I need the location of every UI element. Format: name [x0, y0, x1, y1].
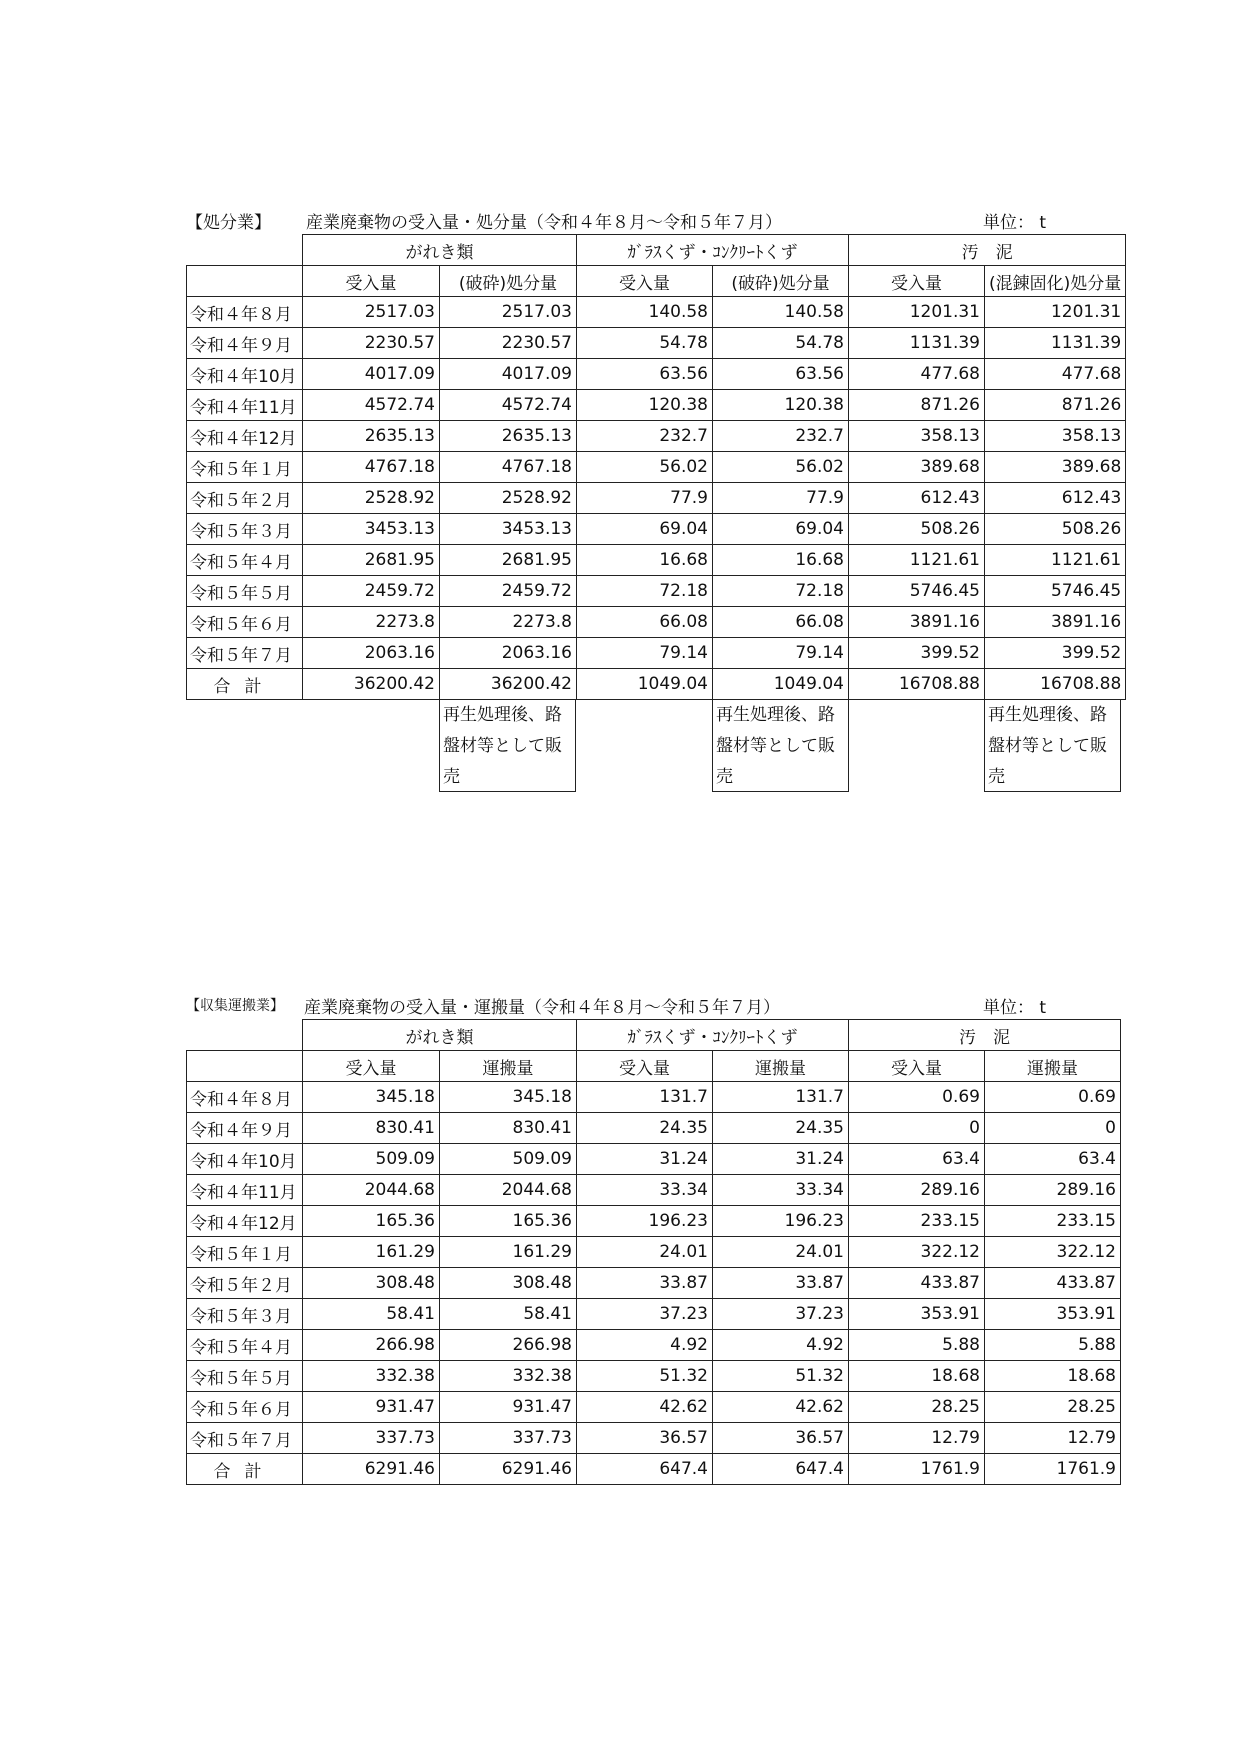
month-label: 令和５年１月 — [187, 1237, 303, 1268]
value-cell: 51.32 — [713, 1361, 849, 1392]
column-header: (破砕)処分量 — [440, 266, 577, 297]
value-cell: 28.25 — [985, 1392, 1121, 1423]
value-cell: 345.18 — [303, 1082, 440, 1113]
month-label: 令和４年12月 — [187, 421, 303, 452]
value-cell: 196.23 — [713, 1206, 849, 1237]
value-cell: 509.09 — [303, 1144, 440, 1175]
month-label: 令和４年10月 — [187, 1144, 303, 1175]
value-cell: 2459.72 — [440, 576, 577, 607]
value-cell: 3453.13 — [303, 514, 440, 545]
month-label: 令和４年８月 — [187, 1082, 303, 1113]
value-cell: 51.32 — [577, 1361, 713, 1392]
group-header: がれき類 — [303, 235, 577, 266]
table-row — [187, 1268, 1121, 1299]
value-cell: 58.41 — [303, 1299, 440, 1330]
value-cell: 16.68 — [577, 545, 713, 576]
transport-table — [186, 1019, 1121, 1485]
value-cell: 2063.16 — [303, 638, 440, 669]
value-cell: 2273.8 — [303, 607, 440, 638]
month-label: 令和５年３月 — [187, 1299, 303, 1330]
table-row — [187, 1361, 1121, 1392]
value-cell: 77.9 — [713, 483, 849, 514]
value-cell: 0 — [849, 1113, 985, 1144]
value-cell: 63.4 — [849, 1144, 985, 1175]
value-cell: 289.16 — [849, 1175, 985, 1206]
table-row — [187, 1206, 1121, 1237]
value-cell: 0.69 — [849, 1082, 985, 1113]
table-row — [187, 514, 1126, 545]
value-cell: 4572.74 — [303, 390, 440, 421]
value-cell: 2044.68 — [303, 1175, 440, 1206]
value-cell: 161.29 — [440, 1237, 577, 1268]
disposal-title-row — [186, 206, 1126, 234]
table-row — [187, 1299, 1121, 1330]
value-cell: 5746.45 — [985, 576, 1126, 607]
total-value: 647.4 — [577, 1454, 713, 1485]
value-cell: 24.35 — [577, 1113, 713, 1144]
note-glass: 再生処理後、路盤材等として販売 — [712, 700, 849, 792]
value-cell: 353.91 — [985, 1299, 1121, 1330]
value-cell: 4.92 — [713, 1330, 849, 1361]
value-cell: 353.91 — [849, 1299, 985, 1330]
month-label: 令和５年１月 — [187, 452, 303, 483]
value-cell: 37.23 — [577, 1299, 713, 1330]
value-cell: 42.62 — [713, 1392, 849, 1423]
value-cell: 4767.18 — [440, 452, 577, 483]
value-cell: 140.58 — [713, 297, 849, 328]
disposal-table — [186, 234, 1126, 700]
value-cell: 18.68 — [985, 1361, 1121, 1392]
value-cell: 66.08 — [713, 607, 849, 638]
value-cell: 612.43 — [849, 483, 985, 514]
value-cell: 58.41 — [440, 1299, 577, 1330]
value-cell: 266.98 — [303, 1330, 440, 1361]
value-cell: 69.04 — [577, 514, 713, 545]
column-header: 運搬量 — [713, 1051, 849, 1082]
value-cell: 5.88 — [985, 1330, 1121, 1361]
value-cell: 4767.18 — [303, 452, 440, 483]
month-label: 令和４年９月 — [187, 328, 303, 359]
value-cell: 2517.03 — [440, 297, 577, 328]
value-cell: 33.34 — [713, 1175, 849, 1206]
column-header: 運搬量 — [440, 1051, 577, 1082]
value-cell: 289.16 — [985, 1175, 1121, 1206]
value-cell: 358.13 — [849, 421, 985, 452]
value-cell: 233.15 — [985, 1206, 1121, 1237]
value-cell: 2635.13 — [440, 421, 577, 452]
value-cell: 2528.92 — [440, 483, 577, 514]
table-row — [187, 545, 1126, 576]
total-value: 1761.9 — [985, 1454, 1121, 1485]
disposal-tag: 【処分業】 — [186, 213, 271, 233]
table-row — [187, 1175, 1121, 1206]
month-label: 令和５年３月 — [187, 514, 303, 545]
value-cell: 830.41 — [440, 1113, 577, 1144]
value-cell: 1121.61 — [849, 545, 985, 576]
value-cell: 931.47 — [440, 1392, 577, 1423]
month-label: 令和４年10月 — [187, 359, 303, 390]
sub-header-row — [187, 1051, 1121, 1082]
value-cell: 24.35 — [713, 1113, 849, 1144]
value-cell: 337.73 — [440, 1423, 577, 1454]
value-cell: 16.68 — [713, 545, 849, 576]
value-cell: 5.88 — [849, 1330, 985, 1361]
month-label: 令和５年５月 — [187, 576, 303, 607]
group-header: ｶﾞﾗｽくず・ｺﾝｸﾘｰﾄくず — [577, 1020, 849, 1051]
column-header: 運搬量 — [985, 1051, 1121, 1082]
table-row — [187, 390, 1126, 421]
corner-cell — [187, 266, 303, 297]
value-cell: 2517.03 — [303, 297, 440, 328]
month-label: 令和５年７月 — [187, 1423, 303, 1454]
value-cell: 131.7 — [577, 1082, 713, 1113]
group-header-row — [187, 1020, 1121, 1051]
value-cell: 0.69 — [985, 1082, 1121, 1113]
value-cell: 120.38 — [577, 390, 713, 421]
group-header: がれき類 — [303, 1020, 577, 1051]
table-row — [187, 638, 1126, 669]
value-cell: 18.68 — [849, 1361, 985, 1392]
value-cell: 508.26 — [985, 514, 1126, 545]
total-value: 1049.04 — [713, 669, 849, 700]
value-cell: 2635.13 — [303, 421, 440, 452]
value-cell: 477.68 — [985, 359, 1126, 390]
transport-tag: 【収集運搬業】 — [186, 998, 284, 1014]
value-cell: 1201.31 — [985, 297, 1126, 328]
value-cell: 3891.16 — [985, 607, 1126, 638]
table-row — [187, 1392, 1121, 1423]
table-row — [187, 1330, 1121, 1361]
month-label: 令和４年11月 — [187, 1175, 303, 1206]
value-cell: 54.78 — [577, 328, 713, 359]
value-cell: 42.62 — [577, 1392, 713, 1423]
sub-header-row — [187, 266, 1126, 297]
value-cell: 233.15 — [849, 1206, 985, 1237]
disposal-unit: 単位： t — [983, 213, 1047, 233]
value-cell: 4017.09 — [440, 359, 577, 390]
corner-blank — [187, 235, 303, 266]
value-cell: 56.02 — [713, 452, 849, 483]
value-cell: 196.23 — [577, 1206, 713, 1237]
total-row — [187, 1454, 1121, 1485]
month-label: 令和５年４月 — [187, 1330, 303, 1361]
group-header: 汚 泥 — [849, 1020, 1121, 1051]
month-label: 令和５年２月 — [187, 1268, 303, 1299]
value-cell: 4017.09 — [303, 359, 440, 390]
value-cell: 33.34 — [577, 1175, 713, 1206]
table-row — [187, 421, 1126, 452]
corner-blank — [187, 1020, 303, 1051]
month-label: 令和５年６月 — [187, 1392, 303, 1423]
value-cell: 931.47 — [303, 1392, 440, 1423]
value-cell: 66.08 — [577, 607, 713, 638]
value-cell: 77.9 — [577, 483, 713, 514]
value-cell: 232.7 — [577, 421, 713, 452]
value-cell: 322.12 — [985, 1237, 1121, 1268]
value-cell: 79.14 — [713, 638, 849, 669]
value-cell: 161.29 — [303, 1237, 440, 1268]
value-cell: 0 — [985, 1113, 1121, 1144]
total-value: 16708.88 — [849, 669, 985, 700]
value-cell: 2044.68 — [440, 1175, 577, 1206]
value-cell: 337.73 — [303, 1423, 440, 1454]
month-label: 令和５年４月 — [187, 545, 303, 576]
value-cell: 4.92 — [577, 1330, 713, 1361]
table-row — [187, 607, 1126, 638]
value-cell: 131.7 — [713, 1082, 849, 1113]
total-value: 6291.46 — [303, 1454, 440, 1485]
value-cell: 36.57 — [713, 1423, 849, 1454]
value-cell: 165.36 — [440, 1206, 577, 1237]
value-cell: 1121.61 — [985, 545, 1126, 576]
value-cell: 871.26 — [985, 390, 1126, 421]
note-sludge: 再生処理後、路盤材等として販売 — [984, 700, 1121, 792]
month-label: 令和４年11月 — [187, 390, 303, 421]
value-cell: 2273.8 — [440, 607, 577, 638]
value-cell: 63.56 — [577, 359, 713, 390]
month-label: 令和４年８月 — [187, 297, 303, 328]
value-cell: 389.68 — [849, 452, 985, 483]
value-cell: 24.01 — [577, 1237, 713, 1268]
value-cell: 3453.13 — [440, 514, 577, 545]
value-cell: 612.43 — [985, 483, 1126, 514]
total-label: 合計 — [187, 1454, 303, 1485]
value-cell: 509.09 — [440, 1144, 577, 1175]
total-value: 647.4 — [713, 1454, 849, 1485]
value-cell: 120.38 — [713, 390, 849, 421]
value-cell: 140.58 — [577, 297, 713, 328]
table-row — [187, 359, 1126, 390]
value-cell: 165.36 — [303, 1206, 440, 1237]
column-header: 受入量 — [303, 266, 440, 297]
table-row — [187, 328, 1126, 359]
value-cell: 1201.31 — [849, 297, 985, 328]
table-row — [187, 1144, 1121, 1175]
value-cell: 433.87 — [849, 1268, 985, 1299]
value-cell: 2681.95 — [303, 545, 440, 576]
note-rubble: 再生処理後、路盤材等として販売 — [439, 700, 576, 792]
total-value: 36200.42 — [440, 669, 577, 700]
value-cell: 36.57 — [577, 1423, 713, 1454]
value-cell: 5746.45 — [849, 576, 985, 607]
value-cell: 31.24 — [577, 1144, 713, 1175]
group-header: ｶﾞﾗｽくず・ｺﾝｸﾘｰﾄくず — [577, 235, 849, 266]
value-cell: 4572.74 — [440, 390, 577, 421]
column-header: 受入量 — [303, 1051, 440, 1082]
column-header: 受入量 — [577, 1051, 713, 1082]
value-cell: 72.18 — [713, 576, 849, 607]
value-cell: 24.01 — [713, 1237, 849, 1268]
table-row — [187, 297, 1126, 328]
month-label: 令和５年６月 — [187, 607, 303, 638]
value-cell: 399.52 — [985, 638, 1126, 669]
value-cell: 2063.16 — [440, 638, 577, 669]
month-label: 令和４年12月 — [187, 1206, 303, 1237]
month-label: 令和５年２月 — [187, 483, 303, 514]
table-row — [187, 1113, 1121, 1144]
value-cell: 54.78 — [713, 328, 849, 359]
value-cell: 56.02 — [577, 452, 713, 483]
transport-title-row — [186, 991, 1126, 1019]
value-cell: 63.56 — [713, 359, 849, 390]
table-row — [187, 483, 1126, 514]
value-cell: 63.4 — [985, 1144, 1121, 1175]
total-value: 1049.04 — [577, 669, 713, 700]
corner-cell — [187, 1051, 303, 1082]
transport-title: 産業廃棄物の受入量・運搬量（令和４年８月〜令和５年７月） — [304, 998, 780, 1018]
value-cell: 308.48 — [440, 1268, 577, 1299]
column-header: 受入量 — [577, 266, 713, 297]
value-cell: 345.18 — [440, 1082, 577, 1113]
value-cell: 2681.95 — [440, 545, 577, 576]
total-row — [187, 669, 1126, 700]
disposal-title: 産業廃棄物の受入量・処分量（令和４年８月〜令和５年７月） — [306, 213, 782, 233]
value-cell: 2230.57 — [440, 328, 577, 359]
value-cell: 69.04 — [713, 514, 849, 545]
value-cell: 33.87 — [713, 1268, 849, 1299]
value-cell: 332.38 — [440, 1361, 577, 1392]
group-header-row — [187, 235, 1126, 266]
value-cell: 477.68 — [849, 359, 985, 390]
table-row — [187, 1423, 1121, 1454]
value-cell: 508.26 — [849, 514, 985, 545]
value-cell: 433.87 — [985, 1268, 1121, 1299]
value-cell: 830.41 — [303, 1113, 440, 1144]
column-header: 受入量 — [849, 1051, 985, 1082]
value-cell: 72.18 — [577, 576, 713, 607]
table-row — [187, 1082, 1121, 1113]
value-cell: 37.23 — [713, 1299, 849, 1330]
total-label: 合計 — [187, 669, 303, 700]
value-cell: 33.87 — [577, 1268, 713, 1299]
table-row — [187, 452, 1126, 483]
table-row — [187, 576, 1126, 607]
value-cell: 12.79 — [985, 1423, 1121, 1454]
value-cell: 232.7 — [713, 421, 849, 452]
value-cell: 1131.39 — [985, 328, 1126, 359]
value-cell: 1131.39 — [849, 328, 985, 359]
value-cell: 2230.57 — [303, 328, 440, 359]
value-cell: 308.48 — [303, 1268, 440, 1299]
value-cell: 2528.92 — [303, 483, 440, 514]
total-value: 6291.46 — [440, 1454, 577, 1485]
value-cell: 28.25 — [849, 1392, 985, 1423]
transport-unit: 単位： t — [983, 998, 1047, 1018]
total-value: 36200.42 — [303, 669, 440, 700]
value-cell: 266.98 — [440, 1330, 577, 1361]
value-cell: 2459.72 — [303, 576, 440, 607]
column-header: 受入量 — [849, 266, 985, 297]
column-header: (破砕)処分量 — [713, 266, 849, 297]
value-cell: 389.68 — [985, 452, 1126, 483]
month-label: 令和５年７月 — [187, 638, 303, 669]
month-label: 令和５年５月 — [187, 1361, 303, 1392]
value-cell: 399.52 — [849, 638, 985, 669]
group-header: 汚 泥 — [849, 235, 1126, 266]
total-value: 1761.9 — [849, 1454, 985, 1485]
table-row — [187, 1237, 1121, 1268]
column-header: (混錬固化)処分量 — [985, 266, 1126, 297]
value-cell: 871.26 — [849, 390, 985, 421]
value-cell: 322.12 — [849, 1237, 985, 1268]
value-cell: 3891.16 — [849, 607, 985, 638]
value-cell: 79.14 — [577, 638, 713, 669]
value-cell: 332.38 — [303, 1361, 440, 1392]
value-cell: 31.24 — [713, 1144, 849, 1175]
total-value: 16708.88 — [985, 669, 1126, 700]
value-cell: 12.79 — [849, 1423, 985, 1454]
value-cell: 358.13 — [985, 421, 1126, 452]
month-label: 令和４年９月 — [187, 1113, 303, 1144]
